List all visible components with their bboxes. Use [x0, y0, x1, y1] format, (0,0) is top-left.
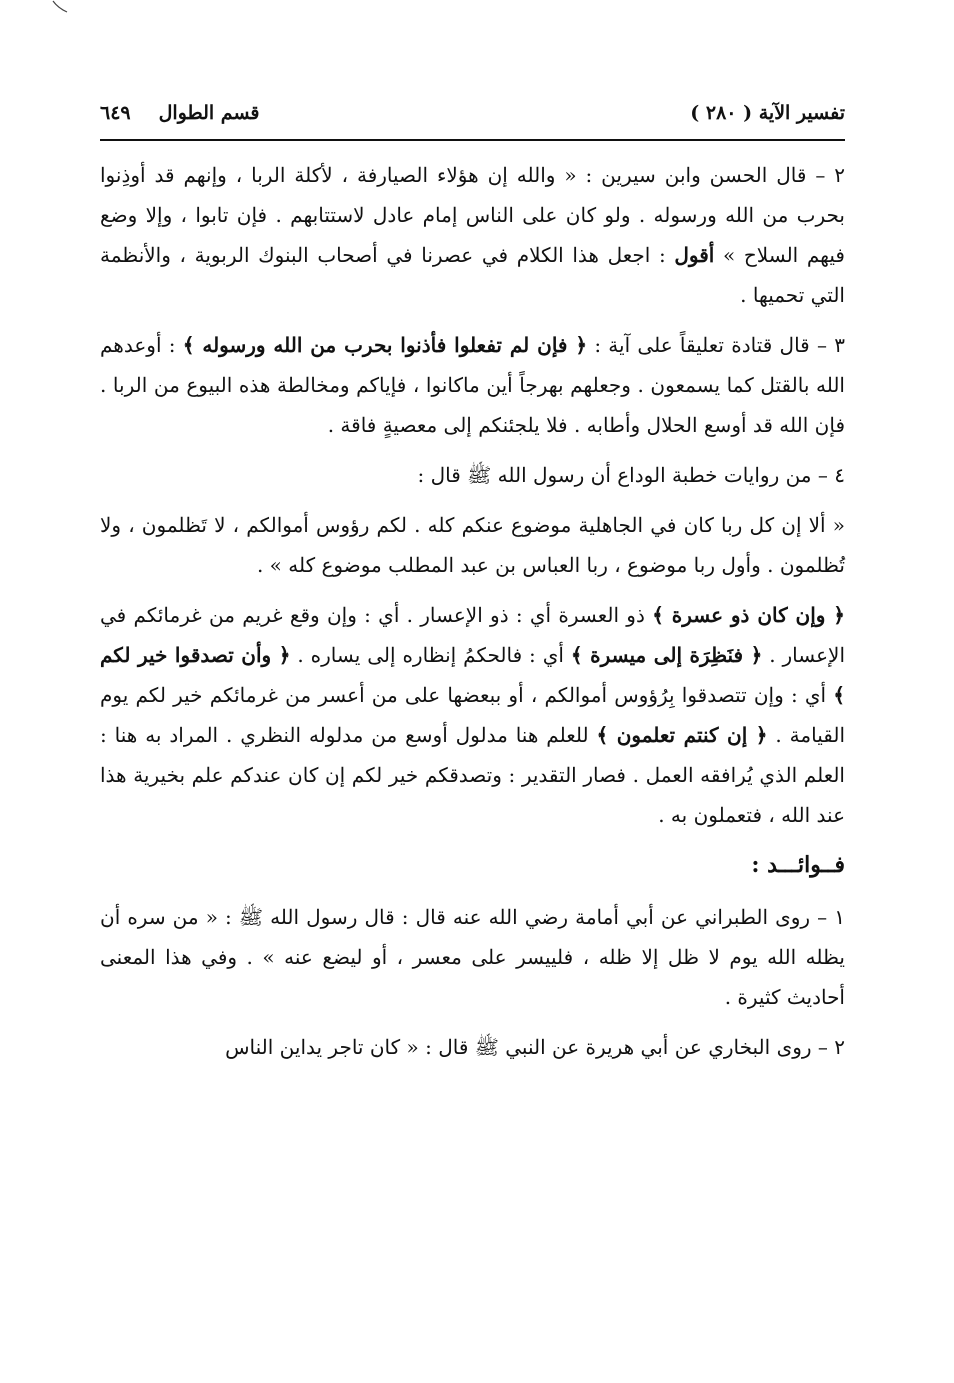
paragraph-text: ٢ – قال الحسن وابن سيرين : « والله إن هؤلاء الصيارفة ، لأكلة الربا ، وإنهم قد أوذِنوا بحرب من الله ورسوله . ولو كان على الناس إمام عادل لاستتابهم . فإن تابوا ، وإلا وضع فيهم السلاح » — [100, 163, 845, 267]
quran-quote-text: أقول — [674, 243, 715, 267]
header-section: قسم الطوال — [158, 102, 260, 124]
paragraph — [100, 325, 845, 445]
paragraph-text: « ألا إن كل ربا كان في الجاهلية موضوع عنكم كله . لكم رؤوس أموالكم ، لا تَظلمون ، ولا تُظلمون . وأول ربا موضوع ، ربا العباس بن عبد المطلب موضوع كله » . — [100, 513, 845, 577]
quran-quote-text: ﴿ وأن تصدقوا خير لكم ﴾ — [100, 643, 845, 707]
header-left-group — [100, 102, 259, 124]
quran-quote-text: ﴿ فإن لم تفعلوا فأذنوا بحرب من الله ورسوله ﴾ — [182, 333, 588, 357]
running-header — [100, 98, 845, 132]
paragraph — [100, 595, 845, 835]
quran-quote-text: ﴿ وإن كان ذو عسرة ﴾ — [652, 603, 846, 627]
section-heading: فــوائـــد : — [751, 852, 845, 878]
quran-quote-text: ﴿ إن كنتم تعلمون ﴾ — [596, 723, 768, 747]
body-text — [100, 155, 845, 1077]
header-title: تفسير الآية ( ٢٨٠ ) — [690, 102, 845, 124]
paragraph-text: : اجعل هذا الكلام في عصرنا في أصحاب البنوك الربوية ، والأنظمة التي تحميها . — [100, 243, 845, 307]
header-rule — [100, 139, 845, 141]
paragraph — [100, 155, 845, 315]
paragraph-text: أي : وإن تتصدقوا بِرُؤوس أموالكم ، أو ببعضها على من أعسر من غرمائكم خير لكم يوم القيامة . — [100, 683, 846, 747]
paragraph — [100, 505, 845, 585]
paragraph — [100, 897, 845, 1017]
paragraph-text: ٣ – قال قتادة تعليقاً على آية : — [587, 333, 846, 357]
scan-artifact-mark — [52, 0, 68, 14]
paragraph — [100, 1027, 845, 1067]
paragraph-text: : أوعدهم الله بالقتل كما يسمعون . وجعلهم بهرجاً أين ماكانوا ، فإياكم ومخالطة هذه البيوع من الربا . فإن الله قد أوسع الحلال وأطابه . فلا يلجئنكم إلى معصيةٍ فاقة . — [100, 333, 845, 437]
paragraph-text: ١ – روى الطبراني عن أبي أمامة رضي الله عنه قال : قال رسول الله ﷺ : « من سره أن يظله الله يوم لا ظل إلا ظله ، فلييسر على معسر ، أو ليضع عنه » . وفي هذا المعنى أحاديث كثيرة . — [100, 905, 845, 1009]
paragraph-text: ٢ – روى البخاري عن أبي هريرة عن النبي ﷺ قال : « كان تاجر يداين الناس — [225, 1035, 845, 1059]
paragraph — [100, 455, 845, 495]
paragraph-text: ٤ – من روايات خطبة الوداع أن رسول الله ﷺ قال : — [417, 463, 845, 487]
paragraph-text: للعلم هنا مدلول أوسع من مدلوله النظري . المراد به هنا : العلم الذي يُرافقه العمل . فصار التقدير : وتصدقكم خير لكم إن كان عندكم علم بخيرية هذا عند الله ، فتعملون به . — [100, 723, 845, 827]
quran-quote-text: ﴿ فنَظِرَة إلى ميسرة ﴾ — [570, 643, 763, 667]
page-number: ٦٤٩ — [100, 102, 131, 124]
paragraph-text: أي : فالحكمُ إنظاره إلى يساره . — [290, 643, 571, 667]
paragraph-text: ذو العسرة أي : ذو الإعسار . أي : وإن وقع غريم من غرمائكم في الإعسار . — [100, 603, 845, 667]
